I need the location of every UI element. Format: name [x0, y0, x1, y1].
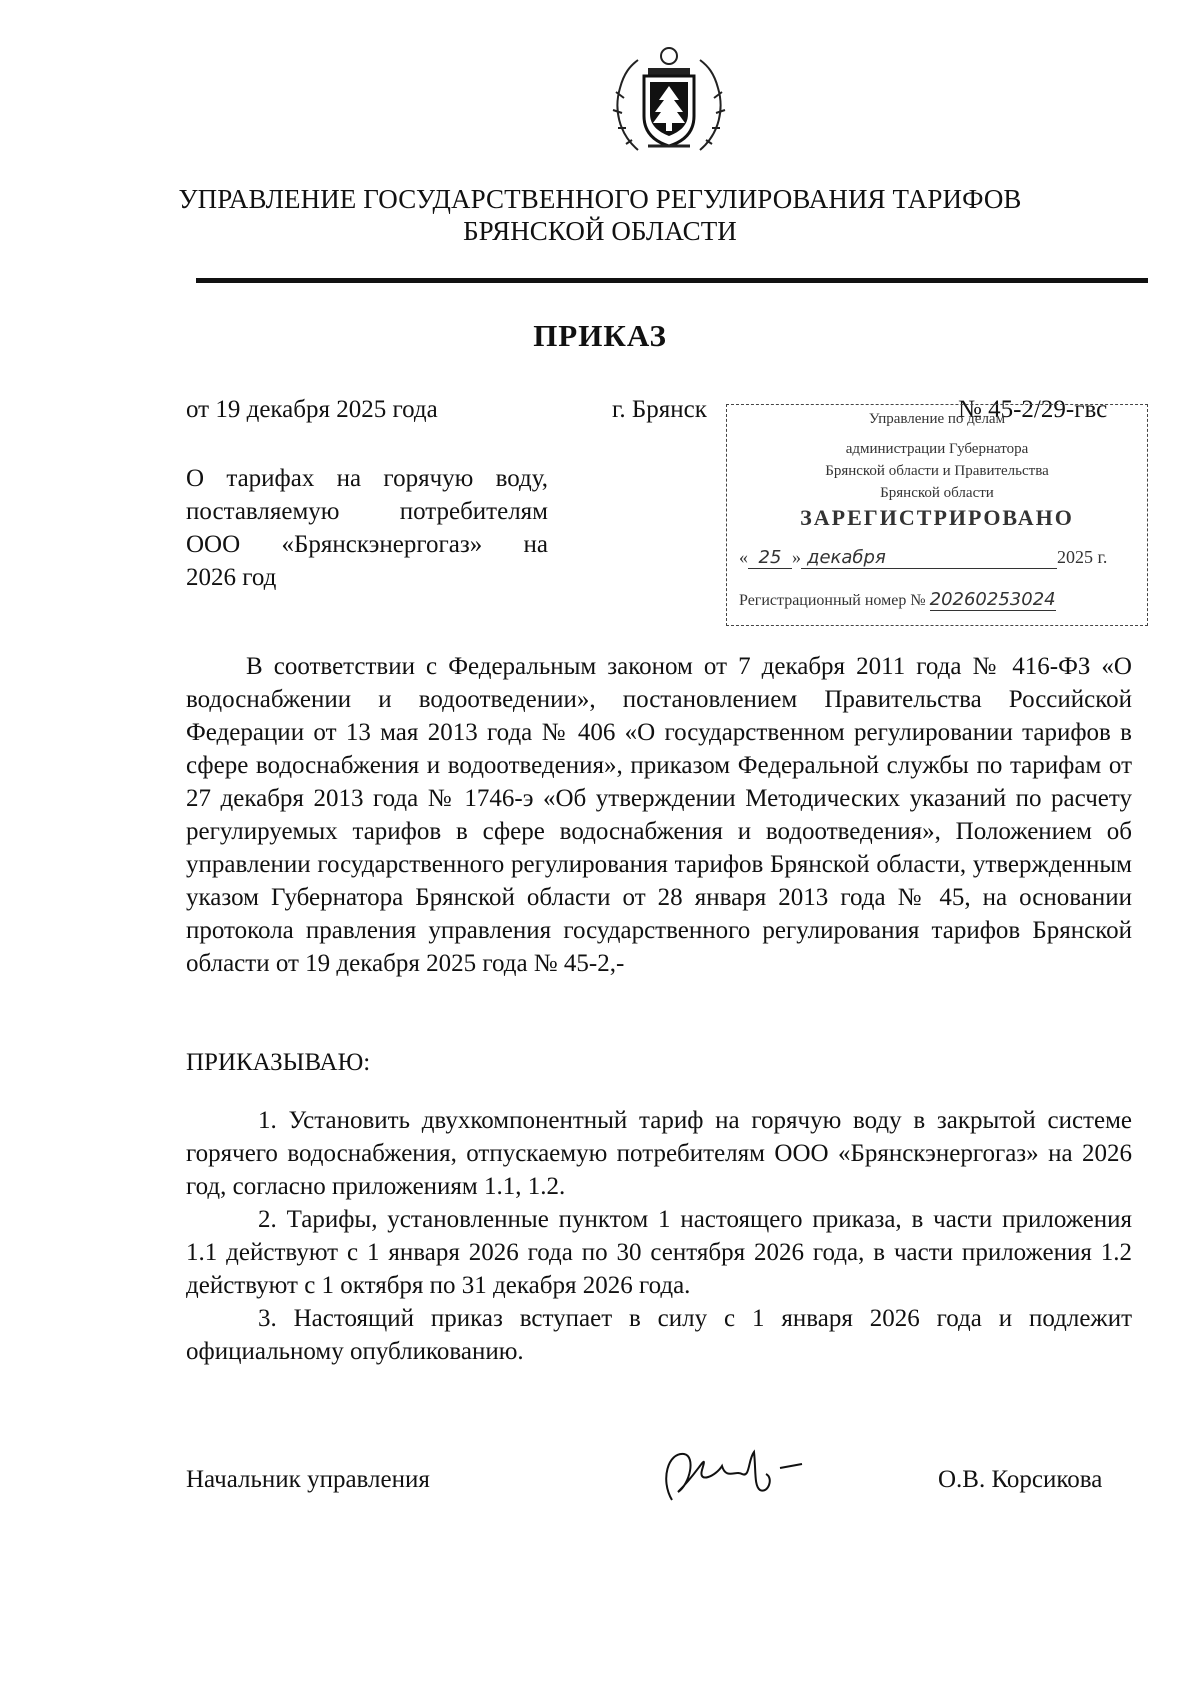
subject-line: поставляемую потребителям	[186, 498, 548, 525]
document-title: ПРИКАЗ	[533, 318, 667, 353]
stamp-day: 25	[748, 547, 792, 569]
document-number: № 45-2/29-гвс	[958, 396, 1108, 423]
handwritten-signature	[650, 1440, 830, 1510]
order-item: 3. Настоящий приказ вступает в силу с 1 января 2026 года и подлежит официальному опубликованию.	[186, 1305, 1132, 1365]
coat-of-arms-emblem	[608, 38, 730, 158]
preamble-text: В соответствии с Федеральным законом от 7 декабря 2011 года № 416-ФЗ «О водоснабжении и водоотведении», постановлением Правительства Российской Федерации от 13 мая 2013 года № 406 «О государственном регулировании тарифов в сфере водоснабжения и водоотведения», приказом Федеральной службы по тарифам от 27 декабря 2013 года № 1746-э «Об утверждении Методических указаний по расчету регулируемых тарифов в сфере водоснабжения и водоотведения», Положением об управлении государственного регулирования тарифов Брянской области, утвержденным указом Губернатора Брянской области от 28 января 2013 года № 45, на основании протокола правления управления государственного регулирования тарифов Брянской области от 19 декабря 2025 года № 45-2,-	[186, 653, 1132, 977]
document-subject	[186, 462, 548, 594]
stamp-title: ЗАРЕГИСТРИРОВАНО	[800, 505, 1074, 530]
order-item: 1. Установить двухкомпонентный тариф на горячую воду в закрытой системе горячего водоснабжения, отпускаемую потребителям ООО «Брянскэнергогаз» на 2026 год, согласно приложениям 1.1, 1.2.	[186, 1107, 1132, 1200]
stamp-line: Управление по делам	[868, 411, 1006, 427]
order-items	[186, 1104, 1132, 1368]
signatory-name: О.В. Корсикова	[938, 1466, 1103, 1493]
stamp-reg-label: Регистрационный номер №	[739, 592, 926, 609]
order-word: ПРИКАЗЫВАЮ:	[186, 1049, 371, 1076]
preamble-paragraph	[186, 650, 1132, 980]
subject-line: ООО «Брянскэнергогаз» на	[186, 531, 548, 558]
signatory-position: Начальник управления	[186, 1466, 430, 1493]
document-city: г. Брянск	[612, 396, 707, 423]
stamp-line: Брянской области	[880, 485, 994, 501]
stamp-month: декабря	[801, 547, 1057, 569]
subject-line: О тарифах на горячую воду,	[186, 465, 548, 492]
header-divider	[196, 278, 1148, 283]
subject-line: 2026 год	[186, 564, 277, 591]
organization-name-line2: БРЯНСКОЙ ОБЛАСТИ	[463, 216, 737, 246]
stamp-line: администрации Губернатора	[845, 441, 1029, 457]
stamp-date: « 25 » декабря 2025 г.	[739, 547, 1108, 568]
order-item: 2. Тарифы, установленные пунктом 1 настоящего приказа, в части приложения 1.1 действуют с 1 января 2026 года по 30 сентября 2026 года, в части приложения 1.2 действуют с 1 октября по 31 декабря 2026 года.	[186, 1206, 1132, 1299]
stamp-year: 2025	[1057, 547, 1093, 567]
organization-name-line1: УПРАВЛЕНИЕ ГОСУДАРСТВЕННОГО РЕГУЛИРОВАНИЯ ТАРИФОВ	[178, 184, 1022, 214]
stamp-reg-number: 20260253024	[929, 589, 1056, 610]
stamp-registration	[739, 589, 1056, 610]
registration-stamp	[726, 404, 1148, 626]
stamp-line: Брянской области и Правительства	[825, 463, 1049, 479]
document-date: от 19 декабря 2025 года	[186, 396, 438, 423]
